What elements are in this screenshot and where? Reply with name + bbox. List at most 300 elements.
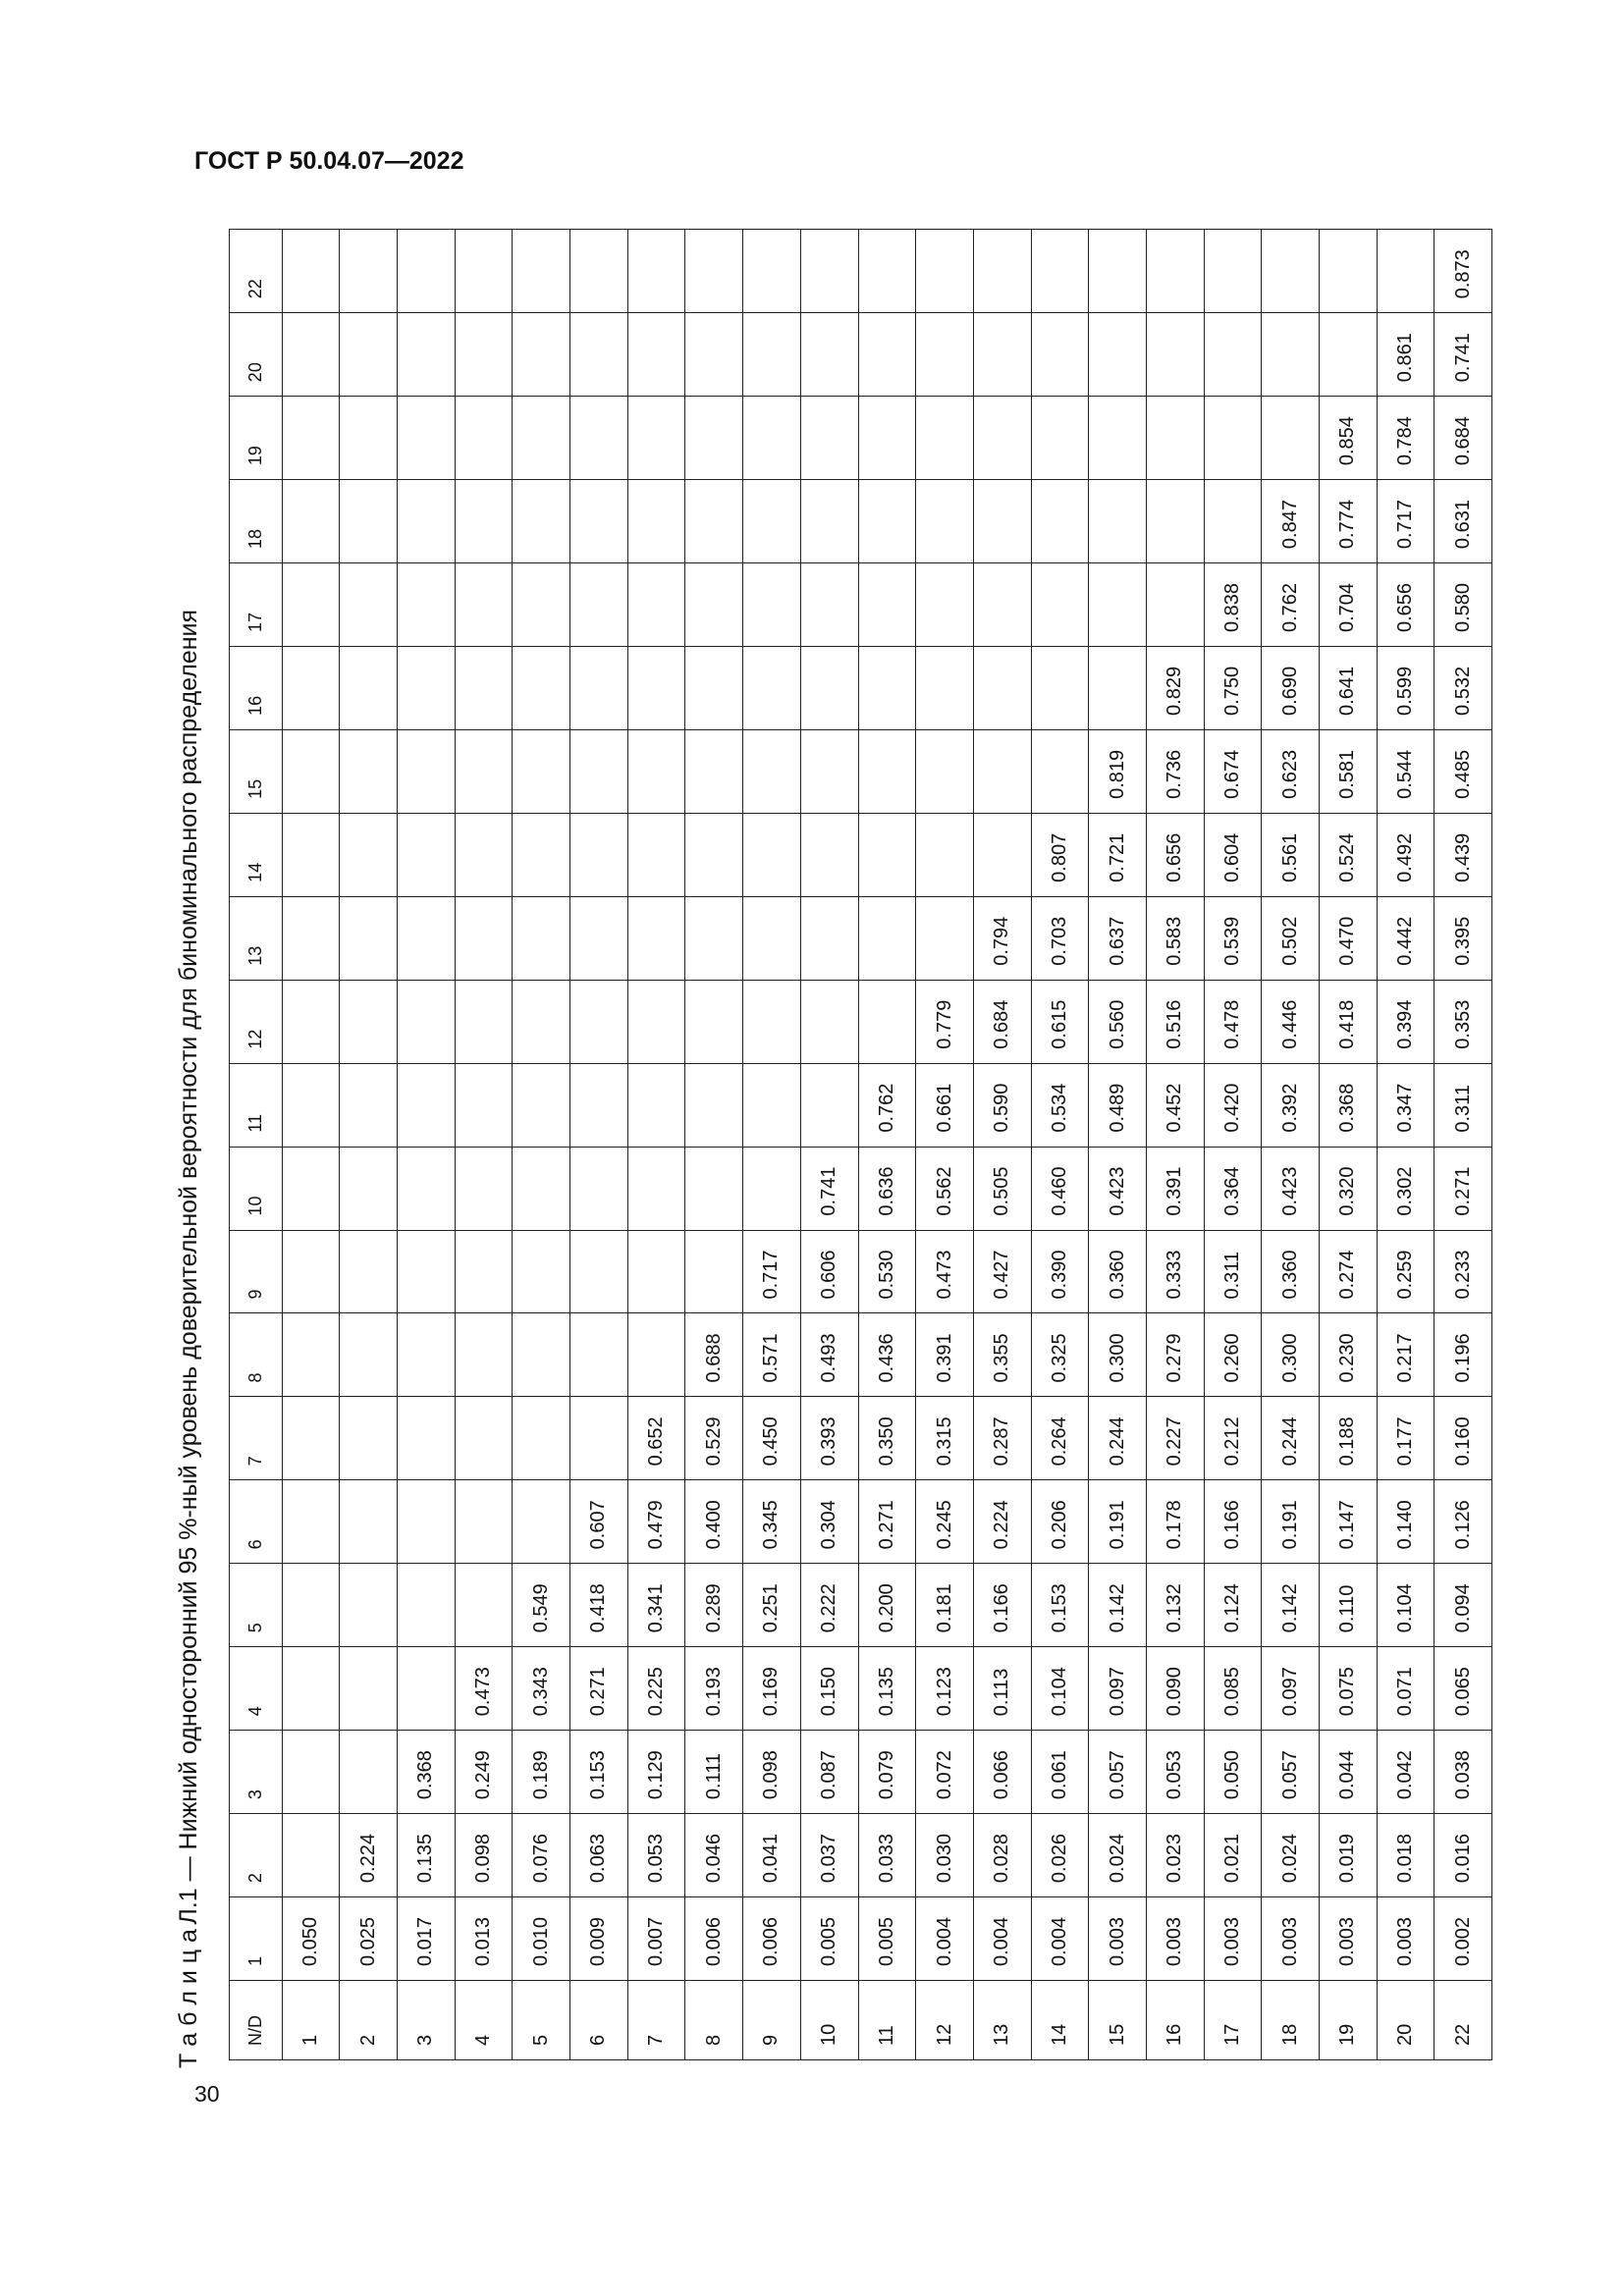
table-cell: 0.615 xyxy=(1031,980,1089,1063)
table-cell xyxy=(455,563,513,647)
table-cell xyxy=(743,1147,801,1230)
table-cell: 0.260 xyxy=(1204,1313,1262,1397)
table-cell: 0.427 xyxy=(973,1230,1031,1313)
row-header: 20 xyxy=(1377,1981,1435,2060)
table-cell xyxy=(398,1397,456,1480)
table-cell xyxy=(340,1564,398,1647)
table-cell: 0.452 xyxy=(1146,1063,1204,1147)
table-cell xyxy=(685,980,743,1063)
table-cell xyxy=(800,480,858,563)
table-cell xyxy=(340,230,398,313)
table-cell: 0.177 xyxy=(1377,1397,1435,1480)
row-header: 3 xyxy=(398,1981,456,2060)
table-cell: 0.003 xyxy=(1146,1897,1204,1981)
table-cell: 0.003 xyxy=(1089,1897,1147,1981)
table-cell: 0.010 xyxy=(513,1897,570,1981)
table-cell xyxy=(973,480,1031,563)
table-cell xyxy=(455,480,513,563)
table-cell xyxy=(455,813,513,896)
table-cell xyxy=(455,1230,513,1313)
table-cell xyxy=(340,980,398,1063)
table-cell xyxy=(282,1731,340,1814)
table-cell: 0.360 xyxy=(1089,1230,1147,1313)
table-row xyxy=(743,230,801,2060)
table-cell: 0.838 xyxy=(1204,563,1262,647)
table-cell: 0.311 xyxy=(1435,1063,1492,1147)
table-cell: 0.315 xyxy=(916,1397,974,1480)
table-cell: 0.341 xyxy=(627,1564,685,1647)
table-cell: 0.641 xyxy=(1319,647,1377,730)
table-cell: 0.224 xyxy=(973,1480,1031,1564)
table-cell: 0.690 xyxy=(1262,647,1320,730)
table-cell xyxy=(513,397,570,480)
table-cell xyxy=(973,397,1031,480)
column-header: 13 xyxy=(230,896,283,980)
table-row xyxy=(1377,230,1435,2060)
table-cell xyxy=(916,563,974,647)
table-cell: 0.807 xyxy=(1031,813,1089,896)
table-cell: 0.529 xyxy=(685,1397,743,1480)
table-cell xyxy=(340,397,398,480)
table-cell: 0.028 xyxy=(973,1814,1031,1897)
table-cell xyxy=(858,313,916,397)
table-cell: 0.364 xyxy=(1204,1147,1262,1230)
table-cell: 0.166 xyxy=(973,1564,1031,1647)
table-cell: 0.024 xyxy=(1089,1814,1147,1897)
table-cell xyxy=(340,813,398,896)
table-cell xyxy=(973,729,1031,813)
table-cell xyxy=(513,896,570,980)
table-cell xyxy=(1262,230,1320,313)
table-cell xyxy=(340,896,398,980)
table-cell xyxy=(282,480,340,563)
table-cell: 0.188 xyxy=(1319,1397,1377,1480)
table-cell: 0.004 xyxy=(1031,1897,1089,1981)
table-cell xyxy=(743,896,801,980)
table-cell: 0.110 xyxy=(1319,1564,1377,1647)
table-cell xyxy=(282,1147,340,1230)
table-cell: 0.104 xyxy=(1377,1564,1435,1647)
table-cell: 0.271 xyxy=(1435,1147,1492,1230)
table-cell: 0.562 xyxy=(916,1147,974,1230)
table-cell: 0.674 xyxy=(1204,729,1262,813)
column-header: 7 xyxy=(230,1397,283,1480)
table-cell: 0.485 xyxy=(1435,729,1492,813)
table-cell xyxy=(513,1397,570,1480)
table-cell xyxy=(1089,313,1147,397)
table-cell: 0.829 xyxy=(1146,647,1204,730)
table-cell xyxy=(1031,397,1089,480)
table-cell: 0.580 xyxy=(1435,563,1492,647)
table-cell: 0.656 xyxy=(1146,813,1204,896)
table-cell xyxy=(685,480,743,563)
table-cell: 0.717 xyxy=(1377,480,1435,563)
table-cell xyxy=(627,1063,685,1147)
table-cell: 0.166 xyxy=(1204,1480,1262,1564)
table-cell xyxy=(743,563,801,647)
table-cell: 0.181 xyxy=(916,1564,974,1647)
table-cell: 0.762 xyxy=(1262,563,1320,647)
table-cell xyxy=(398,563,456,647)
table-cell: 0.079 xyxy=(858,1731,916,1814)
table-cell xyxy=(685,1147,743,1230)
table-cell xyxy=(340,563,398,647)
table-cell: 0.135 xyxy=(398,1814,456,1897)
table-cell: 0.688 xyxy=(685,1313,743,1397)
table-cell: 0.289 xyxy=(685,1564,743,1647)
table-cell xyxy=(685,563,743,647)
table-cell xyxy=(282,563,340,647)
table-cell: 0.505 xyxy=(973,1147,1031,1230)
table-cell: 0.819 xyxy=(1089,729,1147,813)
table-container xyxy=(229,229,1492,2060)
table-cell: 0.394 xyxy=(1377,980,1435,1063)
table-cell xyxy=(1204,480,1262,563)
table-cell xyxy=(570,230,628,313)
table-cell: 0.460 xyxy=(1031,1147,1089,1230)
table-cell xyxy=(513,313,570,397)
table-cell xyxy=(627,563,685,647)
column-header: 2 xyxy=(230,1814,283,1897)
table-cell xyxy=(685,397,743,480)
table-cell xyxy=(973,230,1031,313)
table-cell: 0.304 xyxy=(800,1480,858,1564)
table-cell: 0.023 xyxy=(1146,1814,1204,1897)
table-cell: 0.532 xyxy=(1435,647,1492,730)
table-cell xyxy=(1146,397,1204,480)
column-header: 10 xyxy=(230,1147,283,1230)
table-cell: 0.113 xyxy=(973,1647,1031,1731)
table-cell xyxy=(513,1230,570,1313)
table-cell: 0.206 xyxy=(1031,1480,1089,1564)
table-cell xyxy=(340,1063,398,1147)
table-cell xyxy=(398,647,456,730)
table-cell: 0.325 xyxy=(1031,1313,1089,1397)
table-cell xyxy=(627,480,685,563)
table-cell xyxy=(340,1480,398,1564)
table-cell: 0.021 xyxy=(1204,1814,1262,1897)
table-cell: 0.418 xyxy=(1319,980,1377,1063)
table-cell: 0.320 xyxy=(1319,1147,1377,1230)
table-cell xyxy=(282,1480,340,1564)
table-cell: 0.264 xyxy=(1031,1397,1089,1480)
table-cell xyxy=(800,563,858,647)
table-cell xyxy=(973,813,1031,896)
table-cell xyxy=(455,647,513,730)
table-cell: 0.355 xyxy=(973,1313,1031,1397)
table-cell xyxy=(398,230,456,313)
table-cell: 0.007 xyxy=(627,1897,685,1981)
table-cell: 0.178 xyxy=(1146,1480,1204,1564)
table-cell: 0.439 xyxy=(1435,813,1492,896)
table-cell: 0.847 xyxy=(1262,480,1320,563)
table-cell: 0.560 xyxy=(1089,980,1147,1063)
table-cell: 0.075 xyxy=(1319,1647,1377,1731)
table-caption xyxy=(175,596,214,2068)
table-cell xyxy=(570,480,628,563)
table-cell xyxy=(398,1313,456,1397)
table-cell: 0.041 xyxy=(743,1814,801,1897)
table-cell: 0.016 xyxy=(1435,1814,1492,1897)
table-cell xyxy=(570,813,628,896)
table-cell: 0.287 xyxy=(973,1397,1031,1480)
column-header: 15 xyxy=(230,729,283,813)
table-cell xyxy=(340,1230,398,1313)
table-cell xyxy=(455,896,513,980)
table-cell xyxy=(858,896,916,980)
table-cell xyxy=(800,313,858,397)
table-cell: 0.002 xyxy=(1435,1897,1492,1981)
column-header: 11 xyxy=(230,1063,283,1147)
table-cell xyxy=(1262,397,1320,480)
table-cell xyxy=(282,313,340,397)
table-cell xyxy=(282,729,340,813)
table-cell xyxy=(340,1397,398,1480)
table-cell: 0.003 xyxy=(1262,1897,1320,1981)
table-cell: 0.606 xyxy=(800,1230,858,1313)
table-cell: 0.794 xyxy=(973,896,1031,980)
table-cell: 0.140 xyxy=(1377,1480,1435,1564)
table-cell xyxy=(398,1063,456,1147)
table-cell: 0.524 xyxy=(1319,813,1377,896)
table-cell xyxy=(743,813,801,896)
table-cell: 0.005 xyxy=(858,1897,916,1981)
table-cell xyxy=(627,980,685,1063)
table-cell: 0.227 xyxy=(1146,1397,1204,1480)
column-header: 6 xyxy=(230,1480,283,1564)
table-cell: 0.583 xyxy=(1146,896,1204,980)
table-cell: 0.470 xyxy=(1319,896,1377,980)
table-cell xyxy=(1031,230,1089,313)
table-cell xyxy=(627,1230,685,1313)
table-cell: 0.225 xyxy=(627,1647,685,1731)
table-cell xyxy=(398,813,456,896)
table-cell: 0.423 xyxy=(1262,1147,1320,1230)
table-cell: 0.094 xyxy=(1435,1564,1492,1647)
table-cell xyxy=(398,1230,456,1313)
table-cell xyxy=(513,230,570,313)
table-cell: 0.191 xyxy=(1262,1480,1320,1564)
table-cell: 0.544 xyxy=(1377,729,1435,813)
table-cell: 0.150 xyxy=(800,1647,858,1731)
table-cell: 0.561 xyxy=(1262,813,1320,896)
row-header: 8 xyxy=(685,1981,743,2060)
table-cell xyxy=(570,980,628,1063)
table-cell: 0.271 xyxy=(858,1480,916,1564)
table-cell xyxy=(800,647,858,730)
table-cell xyxy=(800,896,858,980)
table-cell xyxy=(570,647,628,730)
row-header: 6 xyxy=(570,1981,628,2060)
table-cell xyxy=(800,397,858,480)
table-cell xyxy=(627,813,685,896)
column-header: 8 xyxy=(230,1313,283,1397)
table-cell: 0.368 xyxy=(1319,1063,1377,1147)
table-cell: 0.249 xyxy=(455,1731,513,1814)
table-cell: 0.046 xyxy=(685,1814,743,1897)
table-cell xyxy=(282,397,340,480)
table-cell: 0.534 xyxy=(1031,1063,1089,1147)
table-cell xyxy=(685,813,743,896)
table-cell xyxy=(685,313,743,397)
table-row xyxy=(973,230,1031,2060)
table-cell: 0.607 xyxy=(570,1480,628,1564)
table-cell xyxy=(800,729,858,813)
table-cell xyxy=(858,230,916,313)
table-cell: 0.300 xyxy=(1262,1313,1320,1397)
table-cell xyxy=(455,1063,513,1147)
row-header: 19 xyxy=(1319,1981,1377,2060)
table-cell: 0.473 xyxy=(455,1647,513,1731)
column-header: 9 xyxy=(230,1230,283,1313)
table-row xyxy=(1031,230,1089,2060)
table-cell: 0.129 xyxy=(627,1731,685,1814)
table-cell xyxy=(1262,313,1320,397)
table-cell xyxy=(513,563,570,647)
table-cell: 0.271 xyxy=(570,1647,628,1731)
table-cell: 0.311 xyxy=(1204,1230,1262,1313)
table-cell xyxy=(282,1814,340,1897)
table-cell xyxy=(627,729,685,813)
table-cell xyxy=(800,980,858,1063)
table-cell: 0.390 xyxy=(1031,1230,1089,1313)
table-row xyxy=(455,230,513,2060)
table-cell xyxy=(685,647,743,730)
table-cell xyxy=(1146,230,1204,313)
table-cell: 0.033 xyxy=(858,1814,916,1897)
table-cell: 0.492 xyxy=(1377,813,1435,896)
table-cell xyxy=(743,313,801,397)
table-cell: 0.098 xyxy=(455,1814,513,1897)
table-cell: 0.418 xyxy=(570,1564,628,1647)
table-cell xyxy=(513,813,570,896)
row-header: 7 xyxy=(627,1981,685,2060)
table-cell xyxy=(570,729,628,813)
table-cell: 0.005 xyxy=(800,1897,858,1981)
table-cell xyxy=(398,1147,456,1230)
table-cell xyxy=(627,647,685,730)
table-cell xyxy=(858,813,916,896)
table-cell: 0.736 xyxy=(1146,729,1204,813)
table-cell xyxy=(570,1313,628,1397)
table-cell xyxy=(685,729,743,813)
table-cell xyxy=(1204,397,1262,480)
table-cell: 0.343 xyxy=(513,1647,570,1731)
table-cell xyxy=(455,1397,513,1480)
table-cell: 0.132 xyxy=(1146,1564,1204,1647)
table-cell xyxy=(743,1063,801,1147)
table-cell: 0.549 xyxy=(513,1564,570,1647)
table-cell: 0.050 xyxy=(282,1897,340,1981)
row-header: 5 xyxy=(513,1981,570,2060)
table-cell: 0.442 xyxy=(1377,896,1435,980)
column-header: 1 xyxy=(230,1897,283,1981)
table-cell xyxy=(685,1230,743,1313)
table-cell xyxy=(800,813,858,896)
table-cell xyxy=(282,813,340,896)
table-cell: 0.861 xyxy=(1377,313,1435,397)
table-cell: 0.530 xyxy=(858,1230,916,1313)
table-cell xyxy=(973,647,1031,730)
table-cell: 0.516 xyxy=(1146,980,1204,1063)
table-cell xyxy=(1319,230,1377,313)
table-cell xyxy=(398,729,456,813)
table-cell: 0.053 xyxy=(1146,1731,1204,1814)
table-row xyxy=(398,230,456,2060)
table-row xyxy=(570,230,628,2060)
table-cell: 0.604 xyxy=(1204,813,1262,896)
table-cell xyxy=(1089,563,1147,647)
caption-prefix: Т а б л и ц а xyxy=(175,1929,202,2068)
caption-text: Л.1 — Нижний односторонний 95 %-ный уровень доверительной вероятности для биноминального распределения xyxy=(175,609,202,1925)
row-header: 4 xyxy=(455,1981,513,2060)
table-cell xyxy=(627,1147,685,1230)
table-cell xyxy=(916,896,974,980)
table-cell xyxy=(570,563,628,647)
table-cell xyxy=(513,480,570,563)
table-cell: 0.212 xyxy=(1204,1397,1262,1480)
table-cell: 0.230 xyxy=(1319,1313,1377,1397)
table-cell xyxy=(340,1313,398,1397)
table-cell xyxy=(858,397,916,480)
table-row xyxy=(1262,230,1320,2060)
table-cell: 0.142 xyxy=(1262,1564,1320,1647)
table-cell: 0.126 xyxy=(1435,1480,1492,1564)
table-cell xyxy=(858,647,916,730)
table-cell: 0.196 xyxy=(1435,1313,1492,1397)
table-cell: 0.392 xyxy=(1262,1063,1320,1147)
table-cell: 0.189 xyxy=(513,1731,570,1814)
table-cell: 0.244 xyxy=(1089,1397,1147,1480)
table-row xyxy=(627,230,685,2060)
row-header: 16 xyxy=(1146,1981,1204,2060)
row-header: 22 xyxy=(1435,1981,1492,2060)
table-row xyxy=(1146,230,1204,2060)
table-cell: 0.071 xyxy=(1377,1647,1435,1731)
table-cell xyxy=(858,980,916,1063)
table-cell: 0.854 xyxy=(1319,397,1377,480)
table-cell xyxy=(455,230,513,313)
table-cell: 0.097 xyxy=(1089,1647,1147,1731)
table-cell: 0.347 xyxy=(1377,1063,1435,1147)
table-cell: 0.590 xyxy=(973,1063,1031,1147)
table-cell: 0.360 xyxy=(1262,1230,1320,1313)
column-header: 16 xyxy=(230,647,283,730)
table-cell: 0.222 xyxy=(800,1564,858,1647)
table-header-row xyxy=(230,230,283,2060)
table-cell: 0.160 xyxy=(1435,1397,1492,1480)
table-cell xyxy=(858,563,916,647)
table-cell: 0.037 xyxy=(800,1814,858,1897)
table-cell xyxy=(916,230,974,313)
table-cell: 0.279 xyxy=(1146,1313,1204,1397)
table-cell xyxy=(973,563,1031,647)
table-cell: 0.400 xyxy=(685,1480,743,1564)
table-cell xyxy=(282,1230,340,1313)
table-cell: 0.025 xyxy=(340,1897,398,1981)
table-cell: 0.345 xyxy=(743,1480,801,1564)
table-cell xyxy=(1089,647,1147,730)
table-cell: 0.044 xyxy=(1319,1731,1377,1814)
table-cell xyxy=(1146,313,1204,397)
table-cell: 0.050 xyxy=(1204,1731,1262,1814)
table-cell xyxy=(627,1313,685,1397)
table-row xyxy=(1319,230,1377,2060)
table-cell xyxy=(685,230,743,313)
table-cell xyxy=(1204,313,1262,397)
table-cell: 0.656 xyxy=(1377,563,1435,647)
table-cell: 0.636 xyxy=(858,1147,916,1230)
